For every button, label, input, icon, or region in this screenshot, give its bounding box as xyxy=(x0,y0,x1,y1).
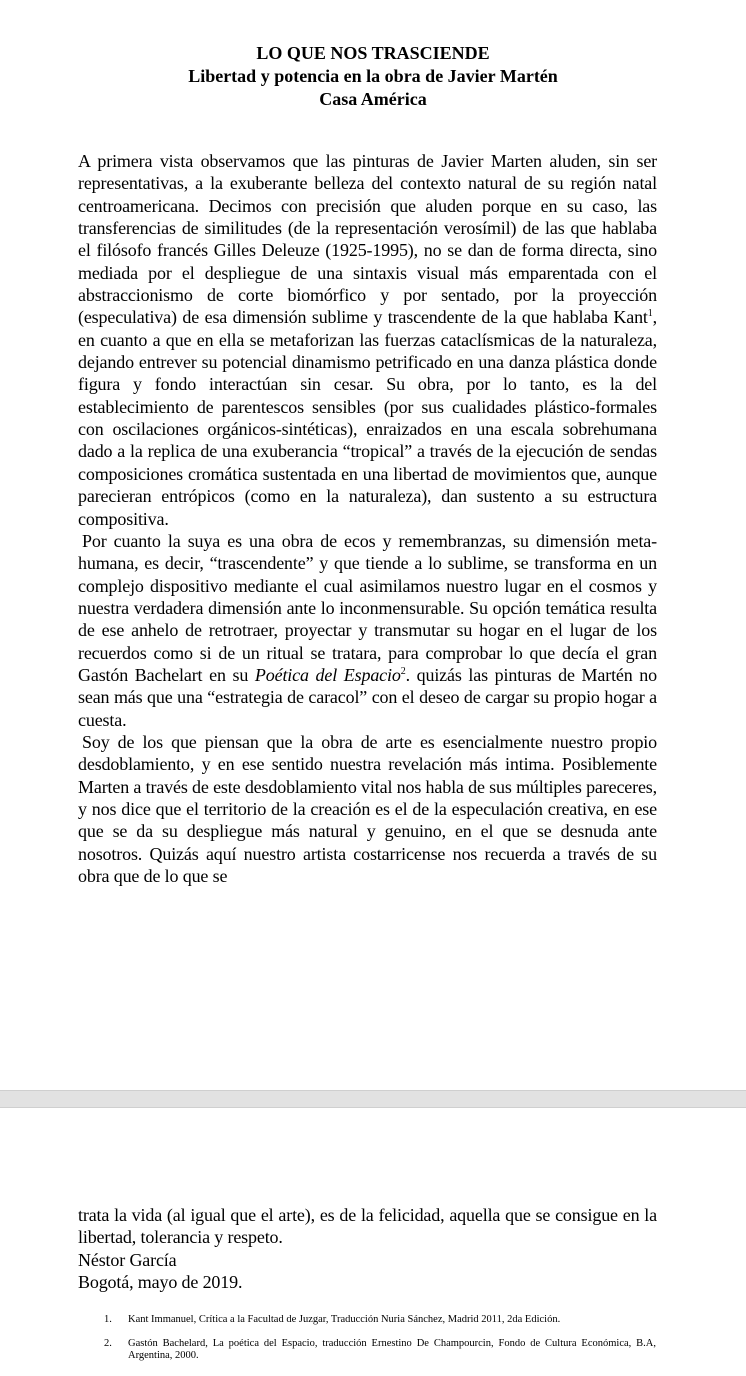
document-body xyxy=(78,150,657,887)
document-body-continued xyxy=(78,1204,657,1293)
paragraph-1: A primera vista observamos que las pinturas de Javier Marten aluden, sin ser representativas, a la exuberante belleza del contexto natural de su región natal centroamericana. Decimos con precisión que aluden porque en su caso, las transferencias de similitudes (de la representación verosímil) de las que hablaba el filósofo francés Gilles Deleuze (1925-1995), no se dan de forma directa, sino mediada por el despliegue de una sintaxis visual más emparentada con el abstraccionismo de corte biomórfico y por sentado, por la proyección (especulativa) de esa dimensión sublime y trascendente de la que hablaba Kant$^1$, en cuanto a que en ella se metaforizan las fuerzas cataclísmicas de la naturaleza, dejando entrever su potencial dinamismo petrificado en una danza plástica donde figura y fondo interactúan sin cesar. Su obra, por lo tanto, es la del establecimiento de parentescos sensibles (por sus cualidades plástico-formales con oscilaciones orgánicos-sintéticas), enraizados en una escala sobrehumana dado a la replica de una exuberancia “tropical” a través de la ejecución de sendas composiciones cromática sustentada en una libertad de movimientos que, aunque parecieran entrópicos (como en la naturaleza), dan sustento a su estructura compositiva. xyxy=(78,151,657,529)
paragraph-2: Por cuanto la suya es una obra de ecos y remembranzas, su dimensión meta-humana, es decir, “trascendente” y que tiende a lo sublime, se transforma en un complejo dispositivo mediante el cual asimilamos nuestro lugar en el cosmos y nuestra verdadera dimensión ante lo inconmensurable. Su opción temática resulta de ese anhelo de retrotraer, proyectar y transmutar su hogar en el lugar de los recuerdos como si de un ritual se tratara, para comprobar lo que decía el gran Gastón Bachelart en su Poética del Espacio$^2$. quizás las pinturas de Martén no sean más que una “estrategia de caracol” con el deseo de cargar su propio hogar a cuesta. xyxy=(78,530,658,730)
footnote-2: 2. Gastón Bachelard, La poética del Espacio, traducción Ernestino De Champourcin, Fondo de Cultura Económica, B.A, Argentina, 2000. xyxy=(104,1338,656,1361)
document-page-2 xyxy=(0,1108,746,1376)
document-venue: Casa América xyxy=(319,89,427,109)
paragraph-3: Soy de los que piensan que la obra de arte es esencialmente nuestro propio desdoblamiento, y en ese sentido nuestra revelación más intima. Posiblemente Marten a través de este desdoblamiento vital nos habla de sus múltiples pareceres, y nos dice que el territorio de la creación es el de la especulación creativa, en ese que se da su despliegue más natural y genuino, en el que se desnuda ante nosotros. Quizás aquí nuestro artista costarricense nos recuerda a través de su obra que de lo que se xyxy=(78,731,658,886)
footnote-ref-1: 1 xyxy=(647,308,653,320)
place-date: Bogotá, mayo de 2019. xyxy=(78,1272,243,1293)
document-subtitle: Libertad y potencia en la obra de Javier Martén xyxy=(188,66,558,86)
paragraph-3-continuation: trata la vida (al igual que el arte), es de la felicidad, aquella que se consigue en la libertad, tolerancia y respeto. xyxy=(78,1205,657,1248)
footnote-ref-2: 2 xyxy=(400,665,406,677)
book-title: Poética del Espacio xyxy=(254,664,401,685)
document-title: LO QUE NOS TRASCIENDE xyxy=(256,43,490,63)
footnote-1: 1. Kant Immanuel, Crítica a la Facultad de Juzgar, Traducción Nuria Sánchez, Madrid 2011, 2da Edición. xyxy=(104,1314,561,1325)
document-header xyxy=(0,42,746,111)
page-separator xyxy=(0,1090,746,1108)
author-signature: Néstor García xyxy=(78,1249,177,1270)
footnotes xyxy=(104,1314,656,1374)
